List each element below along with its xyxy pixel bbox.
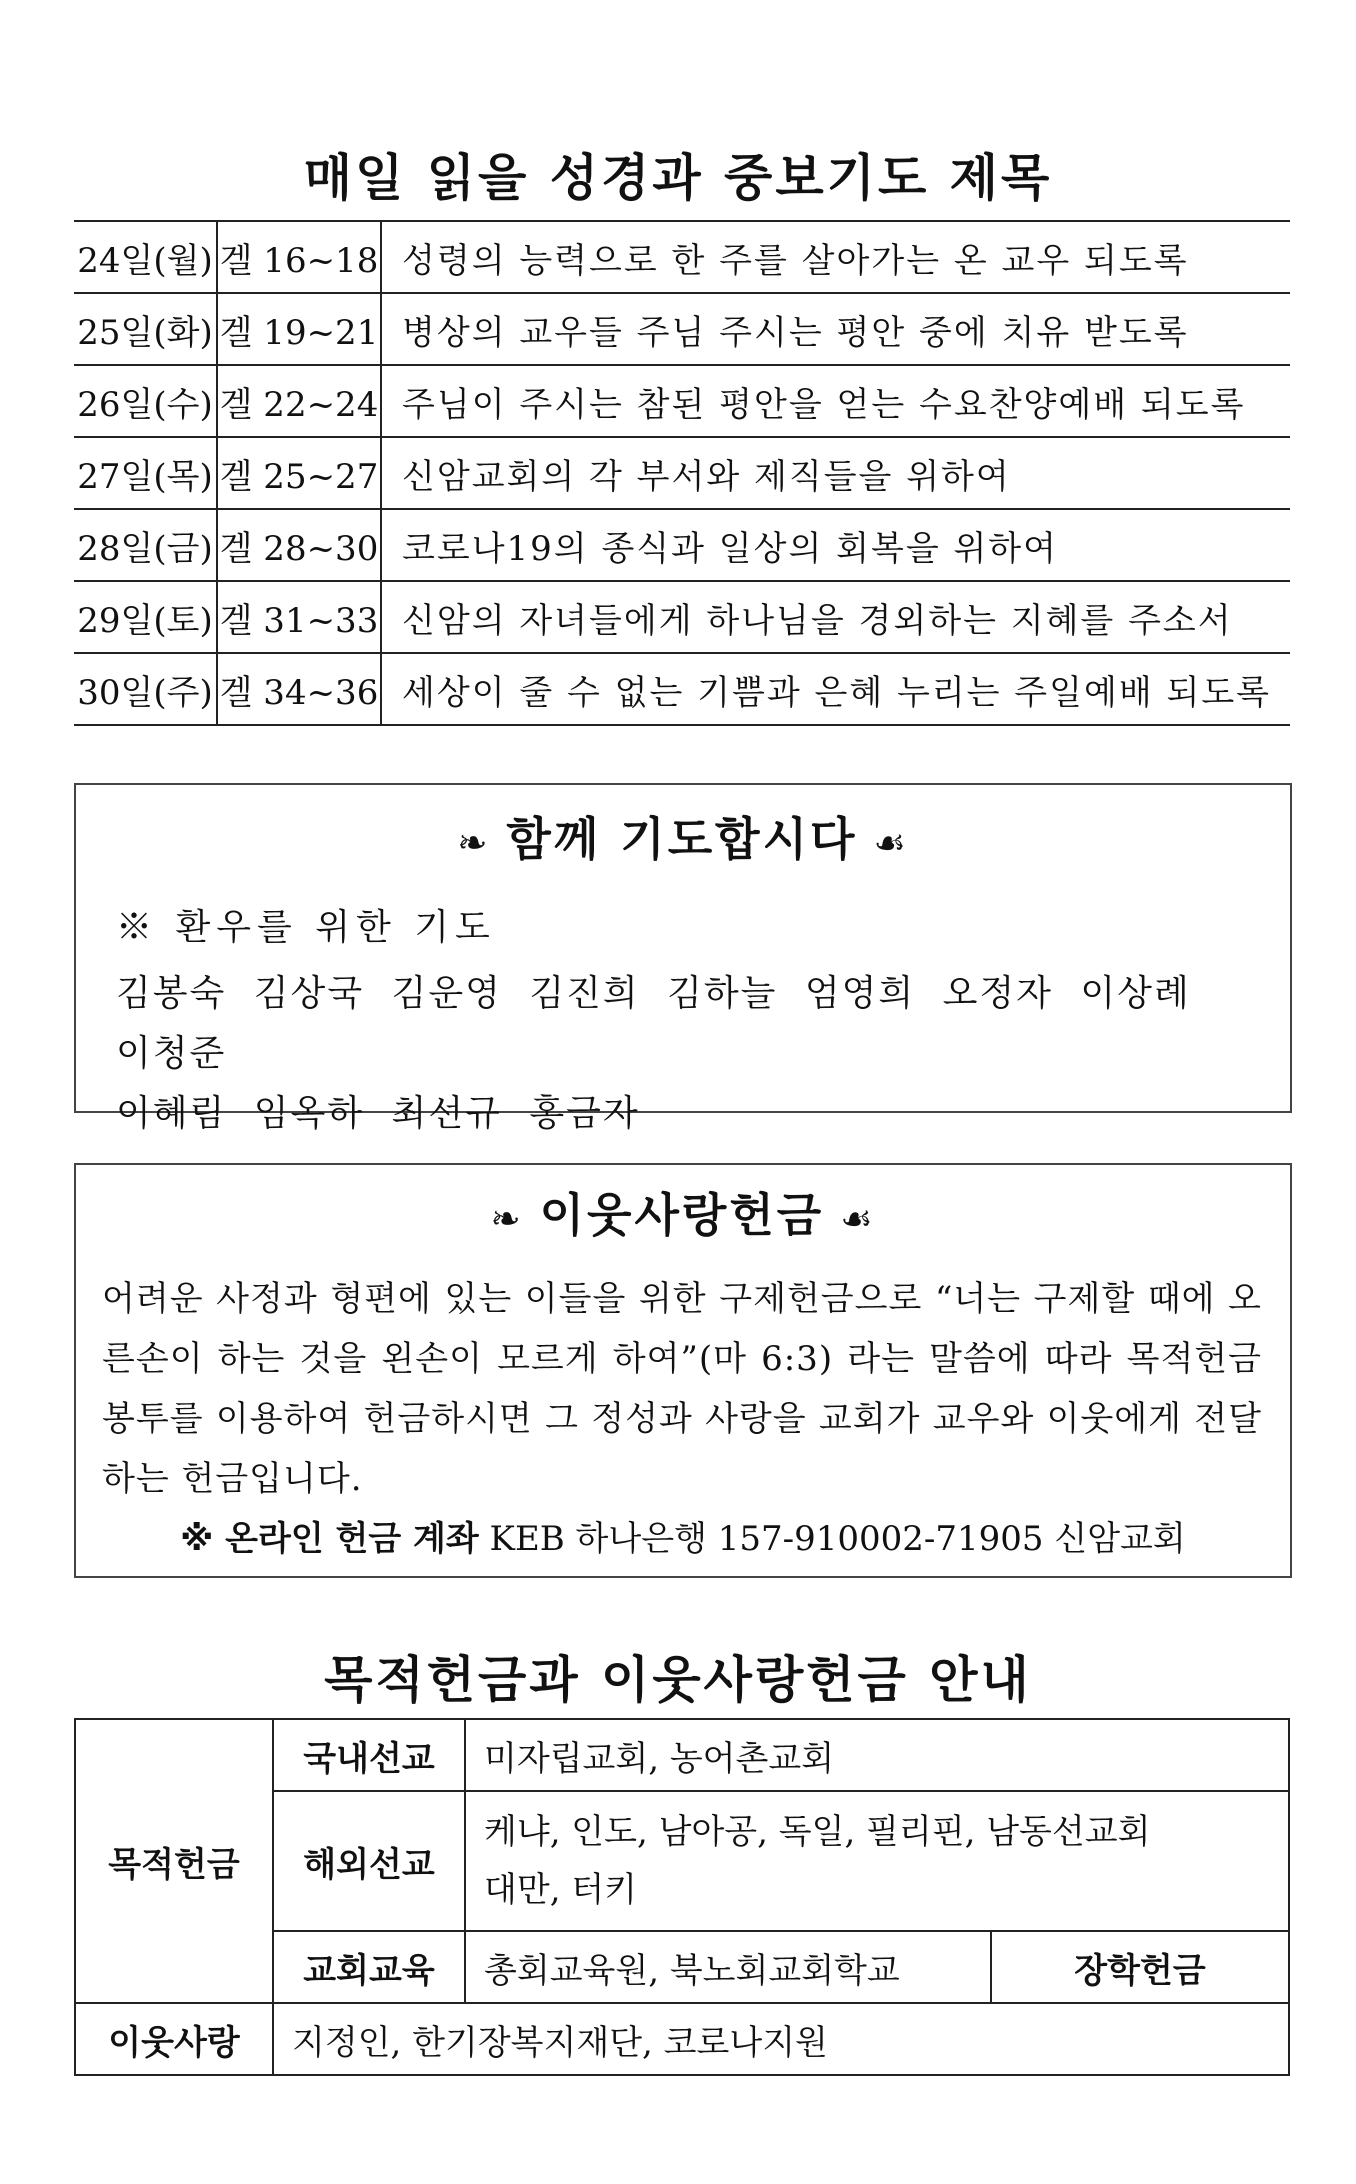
overseas-line: 케냐, 인도, 남아공, 독일, 필리핀, 남동선교회 (484, 1812, 1151, 1852)
ornament-left-icon: ❧ (490, 1199, 524, 1240)
reading-ref: 겔 34~36 (217, 653, 381, 725)
reading-topic: 병상의 교우들 주님 주시는 평안 중에 치유 받도록 (381, 293, 1290, 365)
reading-day: 28일(금) (74, 509, 217, 581)
reading-ref: 겔 31~33 (217, 581, 381, 653)
reading-topic: 신암의 자녀들에게 하나님을 경외하는 지혜를 주소서 (381, 581, 1290, 653)
education-label: 교회교육 (273, 1931, 465, 2003)
domestic-mission-value: 미자립교회, 농어촌교회 (465, 1719, 1289, 1791)
reading-ref: 겔 28~30 (217, 509, 381, 581)
reading-ref: 겔 16~18 (217, 221, 381, 293)
reading-row (74, 365, 1290, 437)
neighbor-love-value: 지정인, 한기장복지재단, 코로나지원 (273, 2003, 1289, 2075)
prayer-box (74, 783, 1292, 1134)
reading-row (74, 581, 1290, 653)
reading-ref: 겔 19~21 (217, 293, 381, 365)
reading-ref: 겔 25~27 (217, 437, 381, 509)
reading-row (74, 653, 1290, 725)
reading-day: 27일(목) (74, 437, 217, 509)
domestic-mission-label: 국내선교 (273, 1719, 465, 1791)
offering-table (74, 1718, 1290, 2076)
prayer-title: 함께 기도합시다 (506, 812, 858, 866)
reading-day: 30일(주) (74, 653, 217, 725)
neighbor-title-row (76, 1179, 1290, 1245)
offering-title: 목적헌금과 이웃사랑헌금 안내 (324, 1651, 1032, 1709)
reading-day: 26일(수) (74, 365, 217, 437)
reading-ref: 겔 22~24 (217, 365, 381, 437)
ornament-left-icon: ❧ (457, 823, 491, 864)
neighbor-love-label: 이웃사랑 (75, 2003, 273, 2075)
prayer-heading: ※ 환우를 위한 기도 (116, 907, 496, 948)
overseas-mission-label: 해외선교 (273, 1791, 465, 1931)
account-line (76, 1511, 1290, 1560)
reading-row (74, 221, 1290, 293)
account-text: KEB 하나은행 157-910002-71905 신암교회 (489, 1519, 1186, 1559)
reading-topic: 신암교회의 각 부서와 제직들을 위하여 (381, 437, 1290, 509)
reading-topic: 성령의 능력으로 한 주를 살아가는 온 교우 되도록 (381, 221, 1290, 293)
reading-topic: 코로나19의 종식과 일상의 회복을 위하여 (381, 509, 1290, 581)
ornament-right-icon: ☙ (840, 1199, 876, 1240)
reading-topic: 세상이 줄 수 없는 기쁨과 은혜 누리는 주일예배 되도록 (381, 653, 1290, 725)
reading-table (74, 220, 1290, 726)
overseas-line: 대만, 터키 (484, 1870, 637, 1910)
names-line: 이혜림 임옥하 최선규 홍금자 (116, 1093, 640, 1134)
reading-title: 매일 읽을 성경과 중보기도 제목 (303, 149, 1053, 207)
prayer-names (116, 964, 1250, 1144)
overseas-mission-value (465, 1791, 1289, 1931)
reading-row (74, 437, 1290, 509)
reading-row (74, 509, 1290, 581)
prayer-title-row (76, 803, 1290, 869)
neighbor-title: 이웃사랑헌금 (539, 1188, 825, 1242)
reading-row (74, 293, 1290, 365)
reading-day: 24일(월) (74, 221, 217, 293)
scholarship-label: 장학헌금 (991, 1931, 1289, 2003)
ornament-right-icon: ☙ (873, 823, 909, 864)
neighbor-paragraph: 어려운 사정과 형편에 있는 이들을 위한 구제헌금으로 “너는 구제할 때에 오른손이 하는 것을 왼손이 모르게 하여”(마 6:3) 라는 말씀에 따라 목적헌금 봉투를 이용하여 헌금하시면 그 정성과 사랑을 교회가 교우와 이웃에게 전달하는 헌금입니다. (102, 1279, 1262, 1499)
reading-day: 25일(화) (74, 293, 217, 365)
education-value: 총회교육원, 북노회교회학교 (465, 1931, 991, 2003)
account-label: ※ 온라인 헌금 계좌 (180, 1519, 479, 1559)
reading-day: 29일(토) (74, 581, 217, 653)
purpose-offering-label: 목적헌금 (75, 1719, 273, 2003)
neighbor-box (74, 1163, 1292, 1578)
names-line: 김봉숙 김상국 김운영 김진희 김하늘 엄영희 오정자 이상례 이청준 (116, 973, 1191, 1074)
reading-topic: 주님이 주시는 참된 평안을 얻는 수요찬양예배 되도록 (381, 365, 1290, 437)
